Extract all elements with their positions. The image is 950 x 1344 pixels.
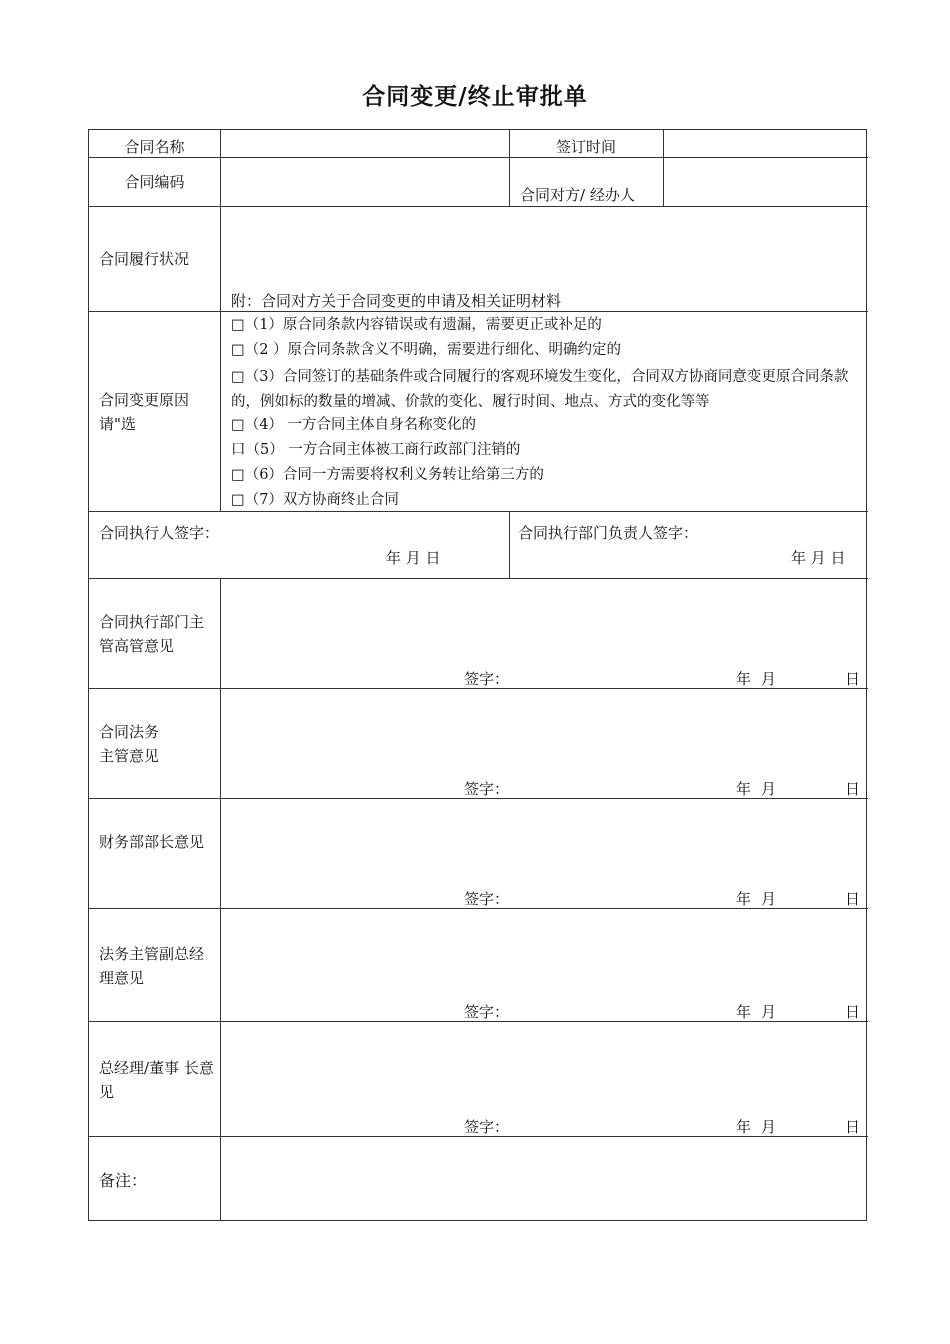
dept-head-signature-label: 合同执行部门负责人签字： [518, 524, 699, 542]
reason-item: □（6）合同一方需要将权利义务转让给第三方的 [231, 467, 544, 483]
approval-label: 总经理/董事 长意见 [99, 1059, 214, 1101]
sign-time-label: 签订时间 [555, 138, 616, 156]
approval-day: 日 [845, 780, 861, 798]
reason-item: 口（5） 一方合同主体被工商行政部门注销的 [231, 442, 521, 458]
approval-label: 财务部部长意见 [99, 833, 205, 851]
row-divider [89, 511, 868, 512]
approval-day: 日 [845, 670, 861, 688]
approval-year: 年 [736, 670, 752, 688]
row-divider [89, 311, 868, 312]
performance-attachment: 附：合同对方关于合同变更的申请及相关证明材料 [231, 292, 562, 310]
approval-day: 日 [845, 1118, 861, 1136]
approval-month: 月 [761, 890, 777, 908]
dept-head-signature-date: 年 月 日 [791, 549, 846, 567]
executor-signature-label: 合同执行人签字： [99, 524, 220, 542]
approval-month: 月 [761, 1118, 777, 1136]
approval-year: 年 [736, 1003, 752, 1021]
row-divider [89, 578, 868, 579]
column-divider [220, 578, 221, 1221]
executor-signature-date: 年 月 日 [386, 549, 441, 567]
approval-day: 日 [845, 1003, 861, 1021]
row-divider [89, 206, 868, 207]
reason-item: □（4） 一方合同主体自身名称变化的 [231, 417, 477, 433]
approval-label: 合同法务 主管意见 [99, 723, 160, 765]
approval-month: 月 [761, 670, 777, 688]
approval-year: 年 [736, 780, 752, 798]
approval-sign-label: 签字： [464, 1003, 510, 1021]
page-title: 合同变更/终止审批单 [362, 83, 588, 110]
approval-month: 月 [761, 780, 777, 798]
approval-year: 年 [736, 890, 752, 908]
reason-label: 合同变更原因请"选 [99, 391, 190, 433]
remarks-label: 备注： [99, 1171, 148, 1190]
approval-sign-label: 签字： [464, 890, 510, 908]
contract-code-label: 合同编码 [124, 173, 185, 191]
reason-item: □（7）双方协商终止合同 [231, 492, 399, 508]
approval-day: 日 [845, 890, 861, 908]
approval-label: 合同执行部门主管高管意见 [99, 613, 205, 655]
column-divider [509, 511, 510, 578]
reason-item: □（1）原合同条款内容错误或有遗漏，需要更正或补足的 [231, 317, 602, 333]
performance-label: 合同履行状况 [99, 250, 190, 268]
reason-item: □（3）合同签订的基础条件或合同履行的客观环境发生变化，合同双方协商同意变更原合同条款的，例如标的数量的增减、价款的变化、履行时间、地点、方式的变化等等 [231, 369, 849, 410]
approval-sign-label: 签字： [464, 670, 510, 688]
reason-item: □（2 ）原合同条款含义不明确，需要进行细化、明确约定的 [231, 342, 622, 358]
column-divider [220, 130, 221, 511]
contract-name-label: 合同名称 [124, 138, 185, 156]
approval-sign-label: 签字： [464, 1118, 510, 1136]
approval-sign-label: 签字： [464, 780, 510, 798]
column-divider [663, 130, 664, 206]
approval-month: 月 [761, 1003, 777, 1021]
row-divider [89, 157, 868, 158]
approval-label: 法务主管副总经理意见 [99, 945, 205, 987]
approval-form-table [88, 129, 867, 1221]
counterparty-label: 合同对方/ 经办人 [520, 186, 635, 204]
approval-year: 年 [736, 1118, 752, 1136]
